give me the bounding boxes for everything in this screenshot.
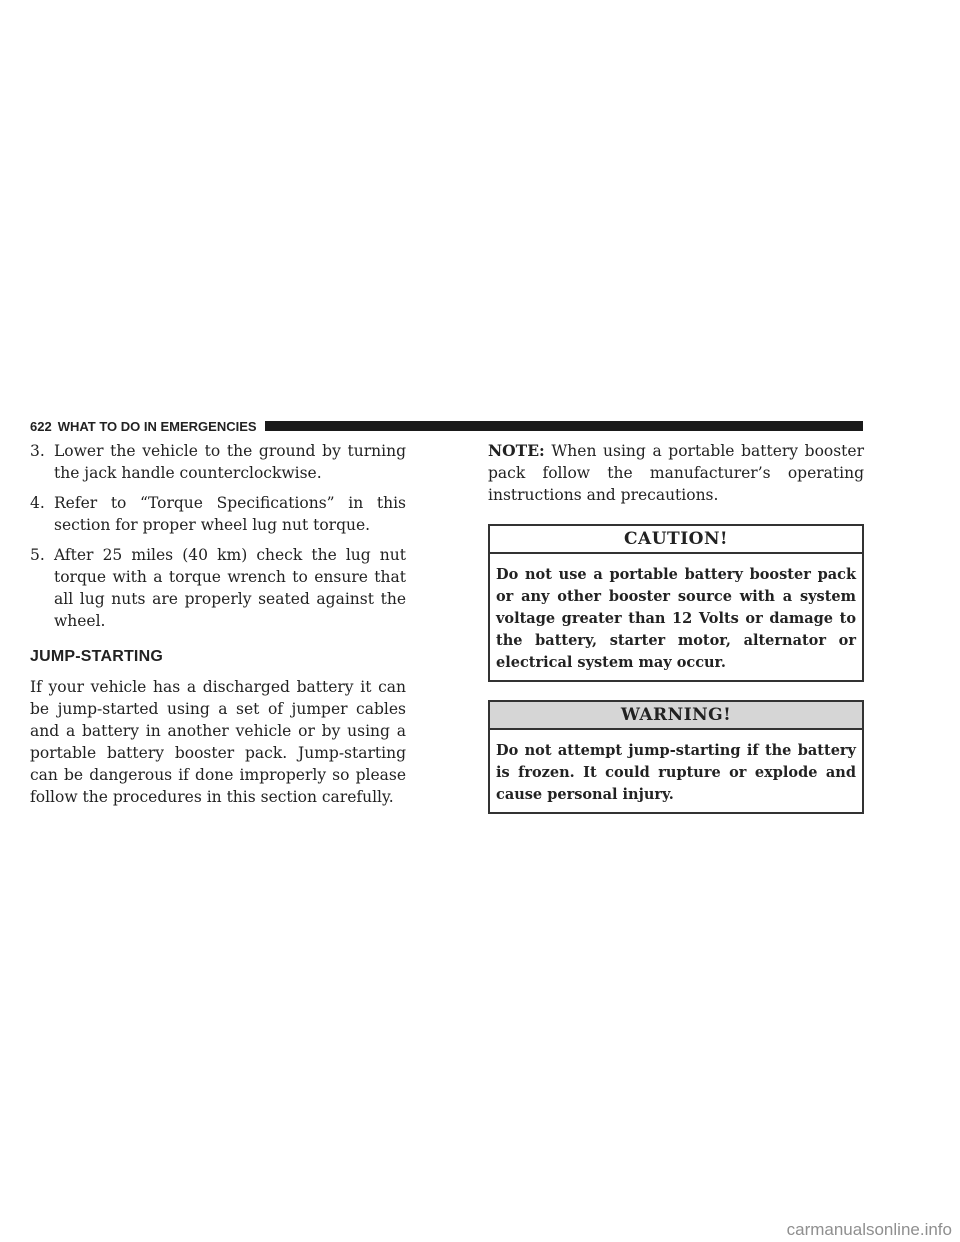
header-rule — [265, 421, 863, 431]
step-number: 3. — [30, 442, 45, 460]
step-text: After 25 miles (40 km) check the lug nut torque with a torque wrench to ensure that all lug nuts are properly seated against the wheel. — [54, 546, 406, 630]
step-item — [30, 544, 406, 632]
right-column — [488, 440, 864, 814]
left-column — [30, 440, 406, 808]
caution-text: Do not use a portable battery booster pack or any other booster source with a system voltage greater than 12 Volts or damage to the battery, starter motor, alternator or electrical system may occur. — [496, 566, 856, 671]
note-text: When using a portable battery booster pack follow the manufacturer’s operating instructions and precautions. — [488, 442, 864, 504]
caution-box — [488, 524, 864, 682]
step-text: Lower the vehicle to the ground by turning the jack handle counterclockwise. — [54, 442, 406, 482]
step-number: 4. — [30, 494, 45, 512]
step-text: Refer to “Torque Specifications” in this section for proper wheel lug nut torque. — [54, 494, 406, 534]
body-paragraph: If your vehicle has a discharged battery it can be jump-started using a set of jumper cables and a battery in another vehicle or by using a portable battery booster pack. Jump-starting can be dangerous if done improperly so please follow the procedures in this section carefully. — [30, 678, 406, 806]
step-item — [30, 440, 406, 484]
page-number: 622 — [30, 418, 52, 434]
watermark: carmanualsonline.info — [786, 1220, 952, 1239]
page-header — [30, 418, 863, 434]
note-paragraph — [488, 440, 864, 506]
warning-text: Do not attempt jump-starting if the battery is frozen. It could rupture or explode and cause personal injury. — [496, 742, 856, 803]
note-label: NOTE: — [488, 441, 545, 460]
warning-box — [488, 700, 864, 814]
section-title: WHAT TO DO IN EMERGENCIES — [57, 418, 257, 434]
warning-title: WARNING! — [490, 702, 862, 730]
step-item — [30, 492, 406, 536]
step-number: 5. — [30, 546, 45, 564]
caution-title: CAUTION! — [490, 526, 862, 554]
section-heading: JUMP-STARTING — [30, 648, 163, 665]
